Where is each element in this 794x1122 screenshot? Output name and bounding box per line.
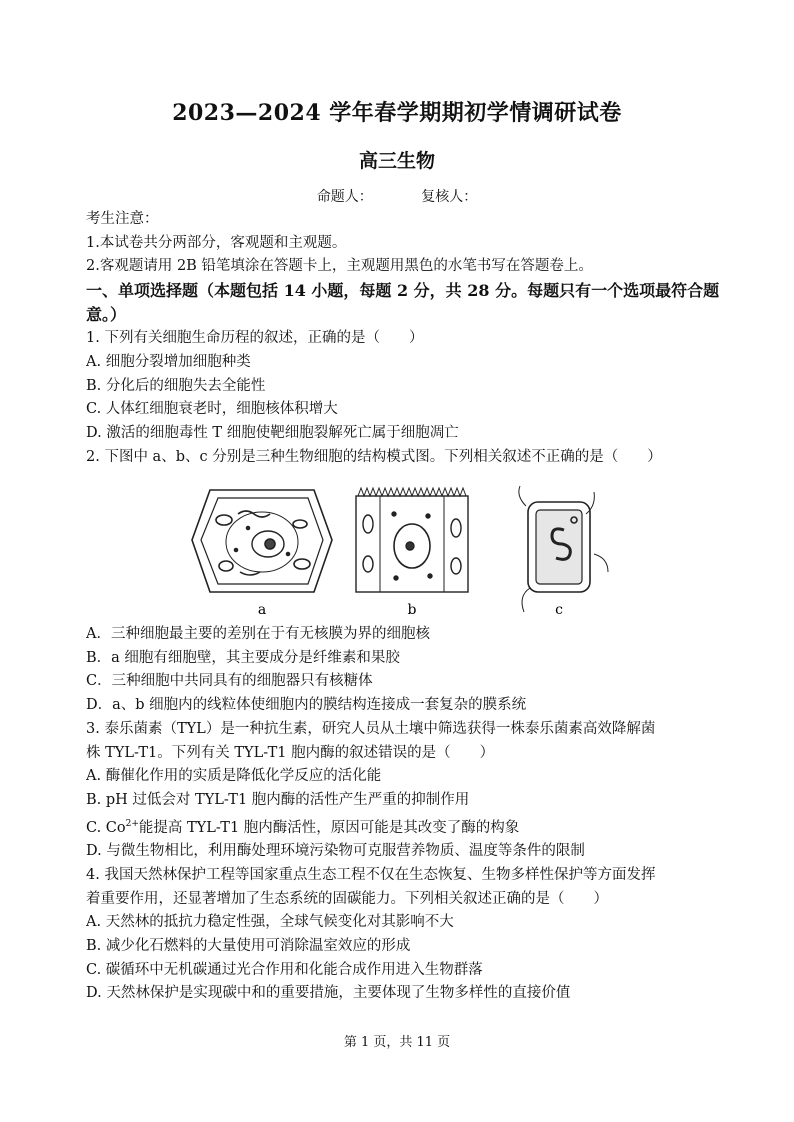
author-line [0, 186, 794, 206]
q2-option-d: D．a、b 细胞内的线粒体使细胞内的膜结构连接成一套复杂的膜系统 [86, 697, 527, 714]
exam-subject: 高三生物 [358, 150, 435, 172]
cell-b-animal [356, 488, 468, 592]
q2-option-b: B．a 细胞有细胞壁，其主要成分是纤维素和果胶 [86, 649, 400, 666]
q1-stem: 1. 下列有关细胞生命历程的叙述，正确的是（ ） [86, 330, 424, 347]
q3-option-b: B. pH 过低会对 TYL-T1 胞内酶的活性产生严重的抑制作用 [86, 791, 470, 808]
cell-diagram-figure [190, 484, 630, 618]
cell-a-plant [192, 490, 332, 592]
q4-option-a: A. 天然林的抵抗力稳定性强，全球气候变化对其影响不大 [86, 914, 454, 931]
q3-option-c-prefix: C. Co [86, 819, 126, 836]
figure-label-b: b [407, 602, 417, 618]
q4-stem-line-2: 着重要作用，还显著增加了生态系统的固碳能力。下列相关叙述正确的是（ ） [86, 890, 608, 907]
notice-heading: 考生注意： [86, 211, 159, 227]
notice-item-2: 2.客观题请用 2B 铅笔填涂在答题卡上，主观题用黑色的水笔书写在答题卷上。 [86, 258, 593, 275]
section-heading: 一、单项选择题（本题包括 14 小题，每题 2 分，共 28 分。每题只有一个选项最符合题意。） [86, 281, 720, 325]
q3-option-c-rest: 能提高 TYL-T1 胞内酶活性，原因可能是其改变了酶的构象 [138, 819, 520, 836]
q2-option-a: A．三种细胞最主要的差别在于有无核膜为界的细胞核 [86, 626, 430, 642]
q1-option-b: B. 分化后的细胞失去全能性 [86, 377, 266, 394]
q3-option-d: D. 与微生物相比，利用酶处理环境污染物可克服营养物质、温度等条件的限制 [86, 843, 585, 860]
q3-stem-line-1: 3. 泰乐菌素（TYL）是一种抗生素，研究人员从土壤中筛选获得一株泰乐菌素高效降解菌 [86, 720, 656, 737]
page-footer: 第 1 页，共 11 页 [343, 1035, 451, 1050]
notice-item-1: 1.本试卷共分两部分，客观题和主观题。 [86, 234, 347, 251]
notice-and-q1 [86, 208, 726, 469]
q1-option-c: C. 人体红细胞衰老时，细胞核体积增大 [86, 401, 338, 418]
figure-label-c: c [555, 602, 563, 618]
q4-option-d: D. 天然林保护是实现碳中和的重要措施，主要体现了生物多样性的直接价值 [86, 985, 571, 1002]
author-label: 命题人： [316, 189, 373, 205]
figure-label-a: a [257, 602, 267, 618]
q2-options-q3-q4 [86, 623, 726, 1006]
q2-option-c: C．三种细胞中共同具有的细胞器只有核糖体 [86, 673, 373, 690]
q4-option-b: B. 减少化石燃料的大量使用可消除温室效应的形成 [86, 937, 411, 954]
cell-c-bacterium [519, 486, 608, 612]
q3-option-c-superscript: 2+ [125, 818, 139, 829]
q2-stem: 2. 下图中 a、b、c 分别是三种生物细胞的结构模式图。下列相关叙述不正确的是（ ） [86, 448, 662, 465]
q1-option-d: D. 激活的细胞毒性 T 细胞使靶细胞裂解死亡属于细胞凋亡 [86, 424, 459, 441]
q3-option-a: A. 酶催化作用的实质是降低化学反应的活化能 [86, 768, 382, 785]
exam-title: 2023—2024 学年春学期期初学情调研试卷 [172, 100, 622, 126]
q1-option-a: A. 细胞分裂增加细胞种类 [86, 353, 251, 370]
q3-stem-line-2: 株 TYL-T1。下列有关 TYL-T1 胞内酶的叙述错误的是（ ） [86, 744, 495, 761]
reviewer-label: 复核人： [421, 189, 478, 205]
q3-option-c [86, 813, 726, 841]
q4-option-c: C. 碳循环中无机碳通过光合作用和化能合成作用进入生物群落 [86, 961, 483, 978]
q4-stem-line-1: 4. 我国天然林保护工程等国家重点生态工程不仅在生态恢复、生物多样性保护等方面发挥 [86, 866, 656, 883]
